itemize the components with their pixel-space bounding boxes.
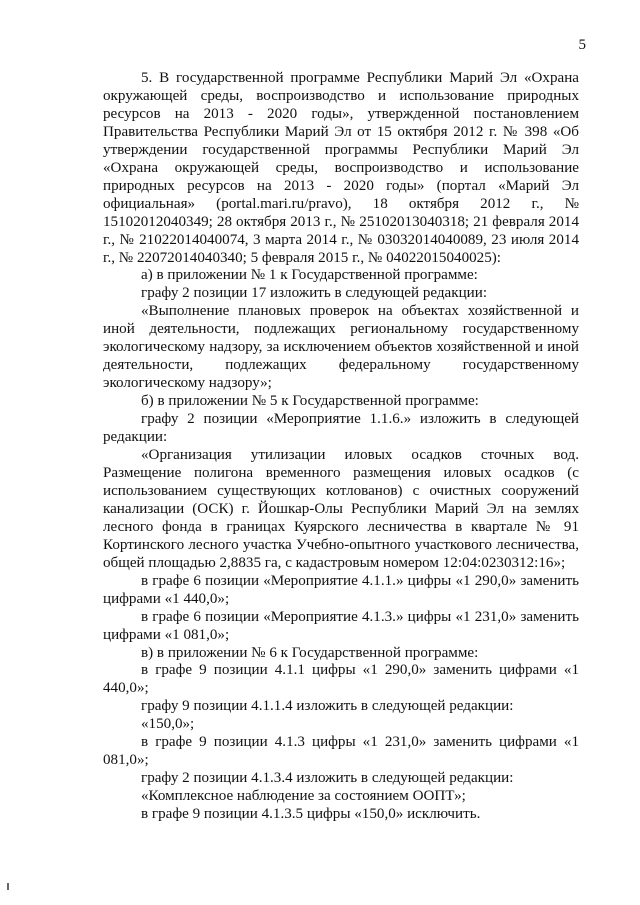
paragraph-subitem-a: а) в приложении № 1 к Государственной программе:: [141, 267, 478, 284]
paragraph-column-2-position-17: графу 2 позиции 17 изложить в следующей редакции:: [141, 285, 488, 302]
paragraph-quoted-sludge-disposal: «Организация утилизации иловых осадков сточных вод. Размещение полигона временного размещения иловых осадков (с использованием существующих котлованов) с очистных сооружений канализации (ОСК) г. Йошкар-Олы Республики Марий Эл на землях лесного фонда в границах Куярского лесничества в квартале № 91 Кортинского лесного участка Учебно-опытного участкового лесничества, общей площадью 2,8835 га, с кадастровым номером 12:04:0230312:16»;: [103, 447, 579, 571]
paragraph-column-2-position-4-1-3-4: графу 2 позиции 4.1.3.4 изложить в следующей редакции:: [141, 770, 514, 787]
paragraph-column-9-position-4-1-1-4: графу 9 позиции 4.1.1.4 изложить в следующей редакции:: [141, 698, 514, 715]
paragraph-column-9-position-4-1-3: в графе 9 позиции 4.1.3 цифры «1 231,0» заменить цифрами «1 081,0»;: [103, 734, 579, 769]
paragraph-measure-4-1-3: в графе 6 позиции «Мероприятие 4.1.3.» цифры «1 231,0» заменить цифрами «1 081,0»;: [103, 608, 579, 643]
paragraph-subitem-b: б) в приложении № 5 к Государственной программе:: [141, 393, 479, 410]
paragraph-subitem-v: в) в приложении № 6 к Государственной программе:: [141, 644, 479, 661]
scan-margin-mark: [7, 883, 9, 890]
paragraph-amendment-intro: 5. В государственной программе Республики Марий Эл «Охрана окружающей среды, воспроизводство и использование природных ресурсов на 2013 - 2020 годы», утвержденной постановлением Правительства Республики Марий Эл от 15 октября 2012 г. № 398 «Об утверждении государственной программы Республики Марий Эл «Охрана окружающей среды, воспроизводство и использование природных ресурсов на 2013 - 2020 годы» (портал «Марий Эл официальная» (portal.mari.ru/pravo), 18 октября 2012 г., № 15102012040349; 28 октября 2013 г., № 25102013040318; 21 февраля 2014 г., № 21022014040074, 3 марта 2014 г., № 03032014040089, 23 июля 2014 г., № 22072014040340; 5 февраля 2015 г., № 04022015040025):: [103, 70, 579, 266]
paragraph-measure-1-1-6: графу 2 позиции «Мероприятие 1.1.6.» изложить в следующей редакции:: [103, 411, 579, 446]
document-body: [103, 70, 579, 824]
paragraph-measure-4-1-1: в графе 6 позиции «Мероприятие 4.1.1.» цифры «1 290,0» заменить цифрами «1 440,0»;: [103, 572, 579, 607]
paragraph-column-9-position-4-1-1: в графе 9 позиции 4.1.1 цифры «1 290,0» заменить цифрами «1 440,0»;: [103, 662, 579, 697]
paragraph-quoted-inspections: «Выполнение плановых проверок на объектах хозяйственной и иной деятельности, подлежащих региональному государственному экологическому надзору, за исключением объектов хозяйственной и иной деятельности, подлежащих федеральному государственному экологическому надзору»;: [103, 303, 579, 392]
page-number: 5: [578, 37, 586, 53]
paragraph-quoted-monitoring: «Комплексное наблюдение за состоянием ООПТ»;: [141, 788, 466, 805]
paragraph-column-9-position-4-1-3-5: в графе 9 позиции 4.1.3.5 цифры «150,0» исключить.: [141, 806, 481, 823]
paragraph-quoted-150: «150,0»;: [141, 716, 195, 733]
